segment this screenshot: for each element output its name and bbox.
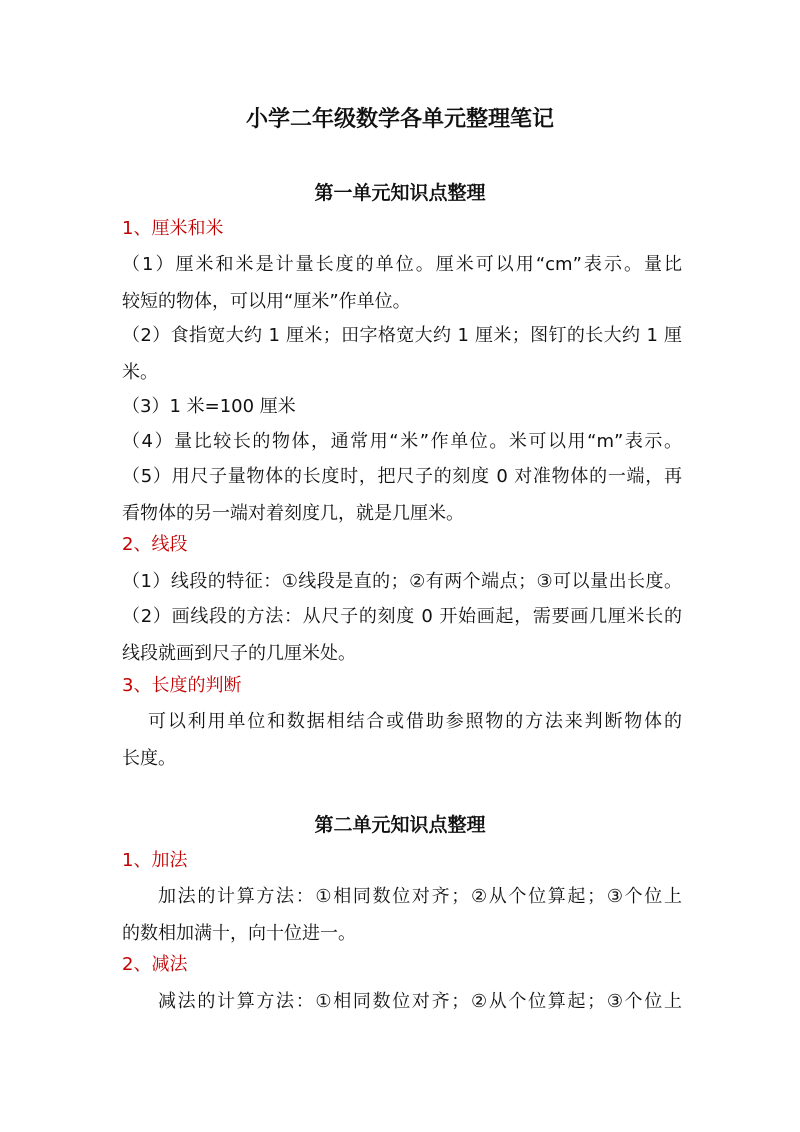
unit-1-section-1-paragraph-1 xyxy=(122,246,682,320)
unit-1-section-1-paragraph-2 xyxy=(122,317,682,391)
text-line: 长度。 xyxy=(122,748,176,769)
text-line: 看物体的另一端对着刻度几，就是几厘米。 xyxy=(122,503,464,524)
text-line: （4）量比较长的物体，通常用“米”作单位。米可以用“m”表示。 xyxy=(122,431,682,452)
document-title: 小学二年级数学各单元整理笔记 xyxy=(245,107,554,132)
text-line: （1）厘米和米是计量长度的单位。厘米可以用“cm”表示。量比 xyxy=(122,254,682,275)
text-line: 线段就画到尺子的几厘米处。 xyxy=(122,643,356,664)
text-line: （2）食指宽大约 1 厘米；田字格宽大约 1 厘米；图钉的长大约 1 厘 xyxy=(122,325,682,346)
unit-2-section-2-heading: 2、减法 xyxy=(122,954,188,975)
unit-1-section-2-paragraph-1 xyxy=(122,563,682,600)
text-line: （1）线段的特征：①线段是直的；②有两个端点；③可以量出长度。 xyxy=(122,571,682,592)
text-line: （3）1 米=100 厘米 xyxy=(122,396,296,417)
text-line: 可以利用单位和数据相结合或借助参照物的方法来判断物体的 xyxy=(148,711,682,732)
text-line: 的数相加满十，向十位进一。 xyxy=(122,923,356,944)
text-line: （2）画线段的方法：从尺子的刻度 0 开始画起，需要画几厘米长的 xyxy=(122,606,682,627)
unit-1-section-1-paragraph-4 xyxy=(122,423,682,460)
unit-2-section-1-heading: 1、加法 xyxy=(122,850,188,871)
text-line: 较短的物体，可以用“厘米”作单位。 xyxy=(122,291,411,312)
unit-1-section-3-heading: 3、长度的判断 xyxy=(122,675,242,696)
unit-1-section-2-paragraph-2 xyxy=(122,598,682,672)
unit-1-section-3-paragraph-1 xyxy=(122,703,682,777)
unit-1-section-1-paragraph-3 xyxy=(122,388,682,425)
text-line: （5）用尺子量物体的长度时，把尺子的刻度 0 对准物体的一端，再 xyxy=(122,466,682,487)
unit-2-section-2-paragraph-1 xyxy=(122,983,682,1020)
unit-1-section-1-heading: 1、厘米和米 xyxy=(122,218,224,239)
unit-2-title: 第二单元知识点整理 xyxy=(314,814,486,836)
text-line: 减法的计算方法：①相同数位对齐；②从个位算起；③个位上 xyxy=(158,991,682,1012)
unit-1-section-1-paragraph-5 xyxy=(122,458,682,532)
text-line: 米。 xyxy=(122,362,158,383)
text-line: 加法的计算方法：①相同数位对齐；②从个位算起；③个位上 xyxy=(158,886,682,907)
unit-2-section-1-paragraph-1 xyxy=(122,878,682,952)
unit-1-section-2-heading: 2、线段 xyxy=(122,534,188,555)
unit-1-title: 第一单元知识点整理 xyxy=(314,182,486,204)
